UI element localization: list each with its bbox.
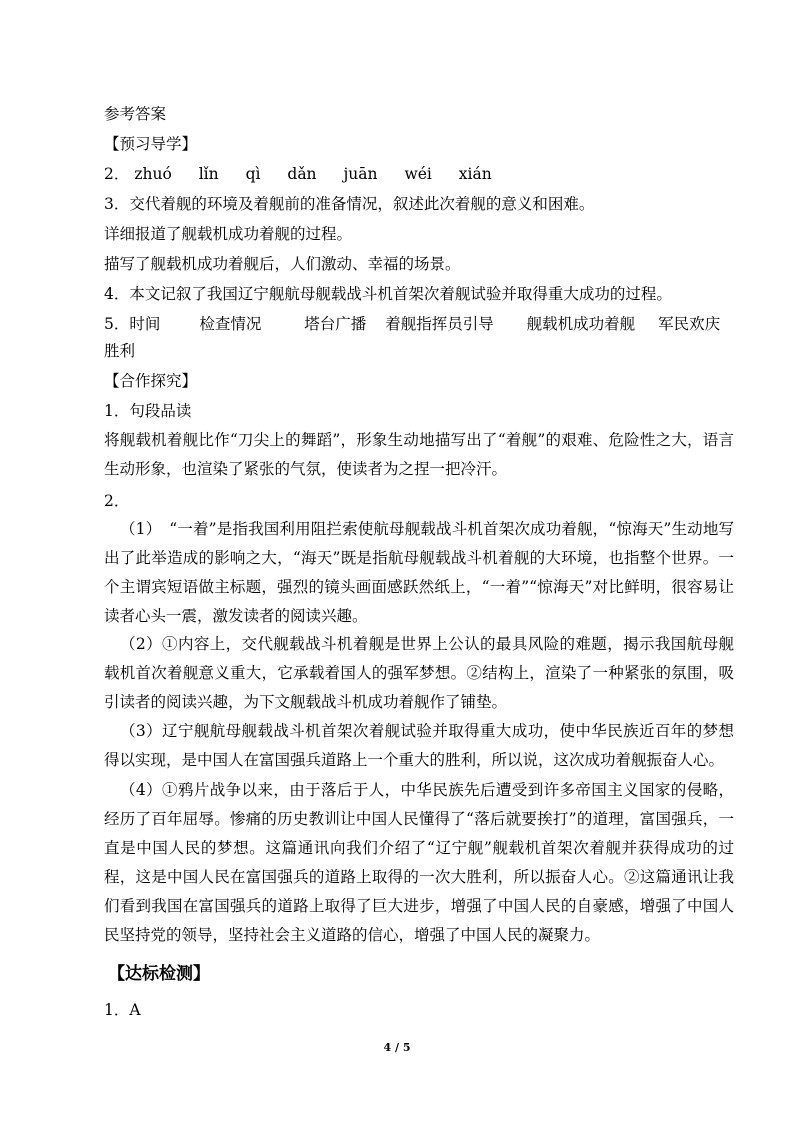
c1-paragraph [104, 426, 734, 484]
answer-p2 [104, 630, 734, 717]
q3b-line: 详细报道了舰载机成功着舰的过程。 [104, 225, 353, 243]
c1-line: 1．句段品读 [104, 402, 192, 420]
q3c-line: 描写了舰载机成功着舰后，人们激动、幸福的场景。 [104, 255, 461, 273]
q5-item-3: 着舰指挥员引导 [385, 315, 494, 333]
answer-heading: 参考答案 [104, 105, 167, 123]
pinyin-2: lǐn [198, 165, 219, 183]
q3-line: 3．交代着舰的环境及着舰前的准备情况，叙述此次着舰的意义和困难。 [104, 195, 595, 213]
q5-item-1: 检查情况 [199, 315, 262, 333]
section-test-title: 【达标检测】 [108, 964, 210, 984]
q2-label: 2． [104, 165, 130, 183]
section-preview-title: 【预习导学】 [104, 135, 198, 153]
answer-p3-text: （3）辽宁舰航母舰载战斗机首架次着舰试验并取得重大成功，使中华民族近百年的梦想得以实现，是中国人在富国强兵道路上一个重大的胜利，所以说，这次成功着舰振奋人心。 [104, 722, 734, 769]
q5-line [104, 314, 720, 334]
q4-line: 4．本文记叙了我国辽宁舰航母舰载战斗机首架次着舰试验并取得重大成功的过程。 [104, 285, 672, 303]
d1-line: 1．A [104, 1001, 141, 1019]
answer-p1-text: （1） “一着”是指我国利用阻拦索使航母舰载战斗机首架次成功着舰，“惊海天”生动地写出了此举造成的影响之大，“海天”既是指航母舰载战斗机着舰的大环境，也指整个世界。一个主谓宾短语做主标题，强烈的镜头画面感跃然纸上，“一着”“惊海天”对比鲜明，很容易让读者心头一震，激发读者的阅读兴趣。 [104, 520, 734, 625]
pinyin-3: qì [245, 165, 261, 183]
section-explore-title: 【合作探究】 [104, 372, 198, 390]
pinyin-5: juān [343, 165, 378, 183]
q5-item-5: 军民欢庆 [658, 315, 721, 333]
page-number: 4 / 5 [383, 1041, 411, 1054]
answer-p3 [104, 717, 734, 775]
pinyin-6: wéi [404, 165, 432, 183]
c1-text: 将舰载机着舰比作“刀尖上的舞蹈”，形象生动地描写出了“着舰”的艰难、危险性之大，语言生动形象，也渲染了紧张的气氛，使读者为之捏一把冷汗。 [104, 431, 734, 478]
answer-p4-text: （4）①鸦片战争以来，由于落后于人，中华民族先后遭受到许多帝国主义国家的侵略，经历了百年屈辱。惨痛的历史教训让中国人民懂得了“落后就要挨打”的道理，富国强兵，一直是中国人民的梦想。这篇通讯向我们介绍了“辽宁舰”舰载机首架次着舰并获得成功的过程，这是中国人民在富国强兵的道路上取得的一次大胜利，所以振奋人心。②这篇通讯让我们看到我国在富国强兵的道路上取得了巨大进步，增强了中国人民的自豪感，增强了中国人民坚持党的领导，坚持社会主义道路的信心，增强了中国人民的凝聚力。 [104, 781, 734, 944]
answer-p1 [104, 515, 734, 631]
answer-p4 [104, 776, 734, 950]
answer-p2-text: （2）①内容上，交代舰载战斗机着舰是世界上公认的最具风险的难题，揭示我国航母舰载机首次着舰意义重大，它承载着国人的强军梦想。②结构上，渲染了一种紧张的氛围，吸引读者的阅读兴趣，为下文舰载战斗机成功着舰作了铺垫。 [104, 635, 734, 711]
c2-line: 2． [104, 492, 130, 510]
q5-label: 5．时间 [104, 315, 161, 333]
q5-item-2: 塔台广播 [304, 315, 367, 333]
pinyin-1: zhuó [134, 165, 172, 183]
pinyin-line [104, 164, 492, 184]
pinyin-7: xián [458, 165, 492, 183]
q5-tail: 胜利 [104, 342, 136, 360]
pinyin-4: dǎn [287, 165, 317, 183]
q5-item-4: 舰载机成功着舰 [526, 315, 636, 333]
